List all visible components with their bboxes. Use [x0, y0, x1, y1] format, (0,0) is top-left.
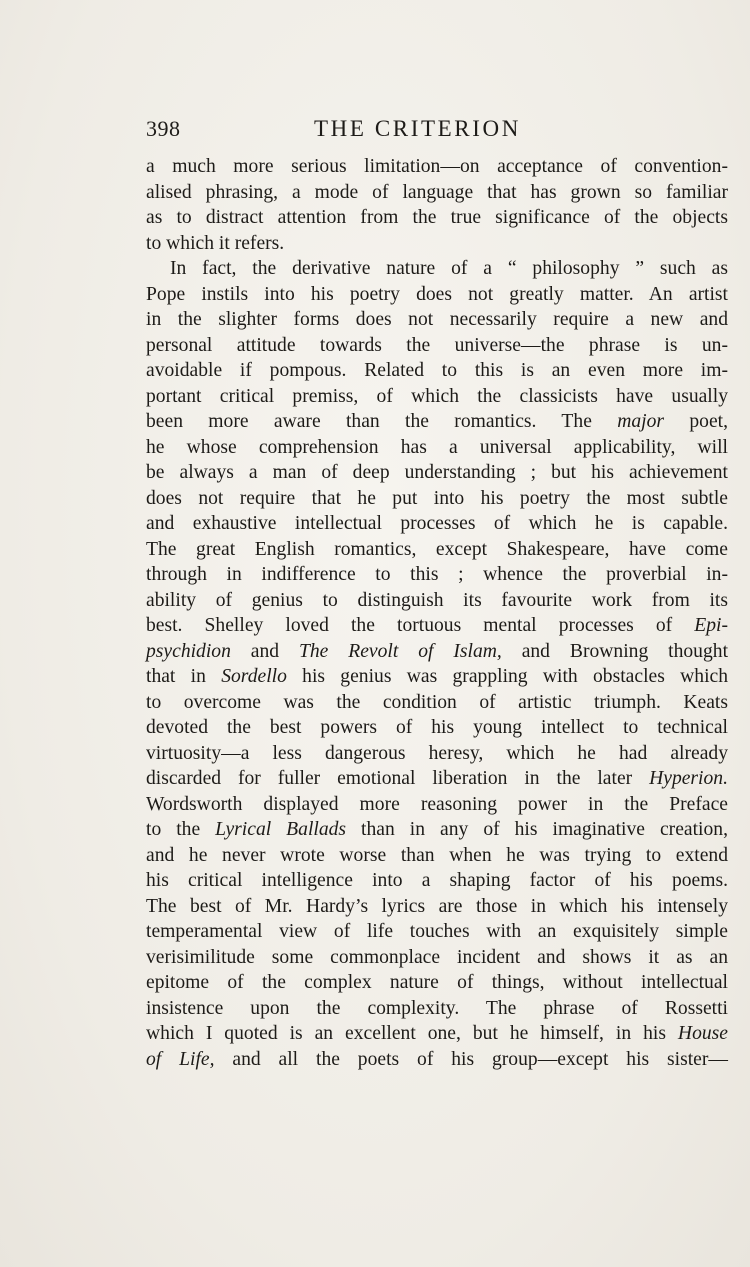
text-run: Wordsworth displayed more reasoning power in the Preface	[146, 793, 728, 815]
text-line	[146, 358, 728, 384]
text-line	[146, 945, 728, 971]
text-run: and he never wrote worse than when he was trying to extend	[146, 844, 728, 866]
paragraph-2	[146, 256, 728, 1072]
text-line	[146, 894, 728, 920]
text-line	[146, 282, 728, 308]
text-run: personal attitude towards the universe—the phrase is un-	[146, 334, 728, 356]
text-run: through in indifference to this ; whence the proverbial in-	[146, 564, 728, 585]
text-line	[146, 1047, 728, 1073]
text-run: does not require that he put into his poetry the most subtle	[146, 487, 728, 509]
text-run: and exhaustive intellectual processes of which he is capable.	[146, 513, 728, 534]
paragraph-1	[146, 154, 728, 256]
text-run: virtuosity—a less dangerous heresy, which he had already	[146, 742, 728, 764]
italic-text: Sordello	[221, 666, 287, 687]
text-line	[146, 664, 728, 690]
text-run: In fact, the derivative nature of a “ philosophy ” such as	[170, 258, 728, 279]
text-line	[146, 766, 728, 792]
text-run: temperamental view of life touches with an exquisitely simple	[146, 921, 728, 942]
text-line	[146, 741, 728, 767]
text-line	[146, 817, 728, 843]
text-run: The great English romantics, except Shakespeare, have come	[146, 538, 728, 560]
text-run: devoted the best powers of his young intellect to technical	[146, 717, 728, 738]
text-run: discarded for fuller emotional liberation in the later	[146, 768, 650, 789]
text-run: which I quoted is an excellent one, but he himself, in his	[146, 1023, 678, 1044]
text-run: that in	[146, 666, 222, 687]
body-text	[146, 154, 728, 1072]
text-line	[146, 868, 728, 894]
text-run: ability of genius to distinguish its favourite work from its	[146, 589, 728, 611]
italic-text: of Life,	[146, 1048, 215, 1070]
text-line	[146, 970, 728, 996]
text-line	[146, 996, 728, 1022]
text-line	[146, 588, 728, 614]
text-run: insistence upon the complexity. The phrase of Rossetti	[146, 997, 728, 1019]
italic-text: Lyrical Ballads	[215, 819, 347, 840]
text-line	[146, 384, 728, 410]
text-run: been more aware than the romantics. The	[146, 411, 618, 432]
page-header	[146, 116, 728, 150]
text-line	[146, 715, 728, 741]
text-line	[146, 919, 728, 945]
text-run: and	[230, 640, 299, 662]
text-run: Pope instils into his poetry does not greatly matter. An artist	[146, 283, 728, 305]
italic-text: House	[677, 1023, 728, 1044]
text-run: poet,	[664, 411, 729, 432]
text-line	[146, 333, 728, 359]
text-run: in the slighter forms does not necessarily require a new and	[146, 309, 728, 330]
text-run: epitome of the complex nature of things, without intellectual	[146, 972, 728, 993]
italic-text: psychidion	[146, 640, 231, 662]
running-title: THE CRITERION	[314, 116, 521, 141]
text-line	[146, 792, 728, 818]
text-line	[146, 562, 728, 588]
text-line	[146, 460, 728, 486]
text-run: to overcome was the condition of artistic triumph. Keats	[146, 691, 728, 713]
text-line: to which it refers.	[146, 232, 285, 254]
text-run: his genius was grappling with obstacles which	[286, 666, 729, 687]
text-run: verisimilitude some commonplace incident and shows it as an	[146, 946, 728, 968]
text-run: to the	[146, 819, 216, 840]
italic-text: Epi-	[694, 615, 728, 636]
page-number: 398	[146, 116, 181, 141]
text-run: his critical intelligence into a shaping factor of his poems.	[146, 870, 728, 891]
italic-text: The Revolt of Islam,	[298, 640, 502, 662]
text-line	[146, 613, 728, 639]
text-run: best. Shelley loved the tortuous mental processes of	[146, 615, 695, 636]
text-run: than in any of his imaginative creation,	[346, 819, 728, 840]
text-run: be always a man of deep understanding ; but his achievement	[146, 462, 728, 483]
text-run: and Browning thought	[501, 640, 729, 662]
text-line	[146, 486, 728, 512]
text-line	[146, 256, 728, 282]
text-run: portant critical premiss, of which the classicists have usually	[146, 385, 728, 407]
text-line: alised phrasing, a mode of language that has grown so familiar	[146, 181, 728, 203]
text-run: avoidable if pompous. Related to this is an even more im-	[146, 360, 728, 381]
text-line	[146, 511, 728, 537]
text-line	[146, 307, 728, 333]
text-run: The best of Mr. Hardy’s lyrics are those in which his intensely	[146, 895, 728, 917]
italic-text: major	[617, 411, 665, 432]
text-run: he whose comprehension has a universal applicability, will	[146, 436, 728, 458]
text-line: as to distract attention from the true significance of the objects	[146, 207, 728, 228]
text-line: a much more serious limitation—on acceptance of convention-	[146, 156, 728, 177]
text-line	[146, 537, 728, 563]
text-line	[146, 639, 728, 665]
italic-text: Hyperion.	[649, 768, 728, 789]
text-run: and all the poets of his group—except his sister—	[214, 1048, 728, 1070]
text-line	[146, 1021, 728, 1047]
text-line	[146, 690, 728, 716]
text-line	[146, 409, 728, 435]
text-line	[146, 843, 728, 869]
text-line	[146, 435, 728, 461]
